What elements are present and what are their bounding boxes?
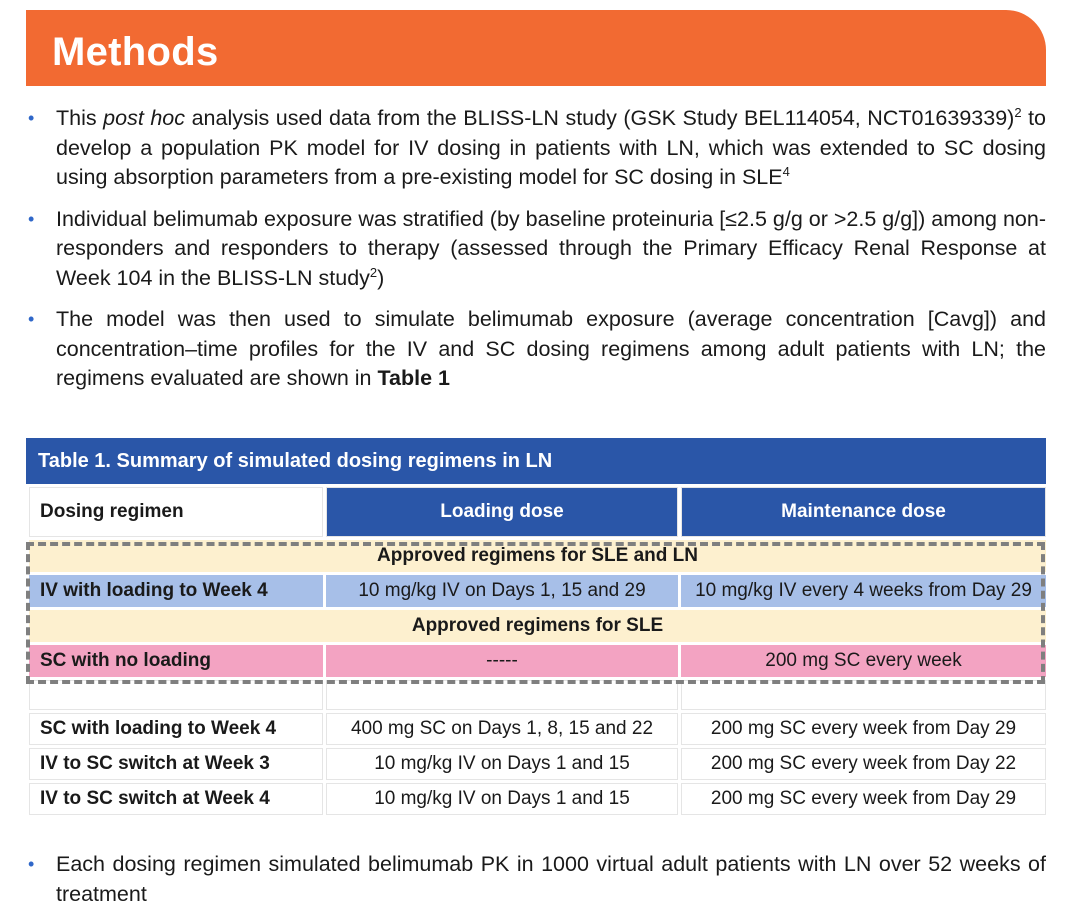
- regimen-cell: SC with no loading: [29, 645, 323, 677]
- bullet-dot-icon: •: [28, 108, 35, 128]
- bullet-list: [26, 850, 1046, 921]
- loading-cell: 400 mg SC on Days 1, 8, 15 and 22: [326, 713, 678, 745]
- section-label: Approved regimens for SLE and LN: [29, 540, 1046, 572]
- bullet-text: analysis used data from the BLISS-LN study (GSK Study BEL114054, NCT01639339): [185, 106, 1015, 130]
- table-reference: Table 1: [377, 366, 450, 390]
- header-loading-dose: Loading dose: [326, 487, 678, 537]
- bullet-text: Each dosing regimen simulated belimumab PK in 1000 virtual adult patients with LN over 52 weeks of treatment: [56, 852, 1046, 906]
- maintenance-cell: 200 mg SC every week from Day 22: [681, 748, 1046, 780]
- page-title: Methods: [52, 30, 219, 74]
- table-header-row: [29, 487, 1046, 537]
- bullet-item: [26, 305, 1046, 394]
- maintenance-cell: 200 mg SC every week from Day 29: [681, 713, 1046, 745]
- reference-superscript: 2: [1014, 104, 1022, 120]
- loading-cell: 10 mg/kg IV on Days 1 and 15: [326, 783, 678, 815]
- bullet-dot-icon: •: [28, 309, 35, 329]
- reference-superscript: 4: [782, 163, 790, 179]
- table-row: [29, 575, 1046, 607]
- section-row: [29, 540, 1046, 572]
- empty-row: [29, 680, 1046, 710]
- bullet-list: [26, 104, 1046, 406]
- regimen-cell: SC with loading to Week 4: [29, 713, 323, 745]
- loading-cell: 10 mg/kg IV on Days 1, 15 and 29: [326, 575, 678, 607]
- bullet-item: [26, 205, 1046, 294]
- loading-cell: 10 mg/kg IV on Days 1 and 15: [326, 748, 678, 780]
- maintenance-cell: 200 mg SC every week: [681, 645, 1046, 677]
- bullet-text: This: [56, 106, 104, 130]
- bullet-text: The model was then used to simulate belimumab exposure (average concentration [Cavg]) and concentration–time profiles for the IV and SC dosing regimens among adult patients with LN; the regimens evaluated are shown in: [56, 307, 1046, 390]
- bullet-item: [26, 850, 1046, 909]
- header-dosing-regimen: Dosing regimen: [29, 487, 323, 537]
- reference-superscript: 2: [369, 264, 378, 280]
- bullet-text: ): [377, 265, 385, 290]
- empty-cell: [326, 680, 678, 710]
- bullet-dot-icon: •: [28, 208, 35, 229]
- maintenance-cell: 200 mg SC every week from Day 29: [681, 783, 1046, 815]
- methods-header-bar: [26, 10, 1046, 86]
- regimen-cell: IV to SC switch at Week 3: [29, 748, 323, 780]
- section-label: Approved regimens for SLE: [29, 610, 1046, 642]
- bullet-dot-icon: •: [28, 854, 35, 874]
- table-row: [29, 783, 1046, 815]
- regimen-cell: IV to SC switch at Week 4: [29, 783, 323, 815]
- bullet-emphasis: post hoc: [103, 106, 186, 130]
- empty-cell: [681, 680, 1046, 710]
- bullet-item: [26, 104, 1046, 193]
- table-row: [29, 713, 1046, 745]
- table-caption: Table 1. Summary of simulated dosing regimens in LN: [26, 438, 1046, 484]
- empty-cell: [29, 680, 323, 710]
- bullet-text: Individual belimumab exposure was stratified (by baseline proteinuria [≤2.5 g/g or >2.5 g/g]) among non-responders and responders to therapy (assessed through the Primary Efficacy Renal Response at Week 104 in the BLISS-LN study: [56, 206, 1047, 290]
- maintenance-cell: 10 mg/kg IV every 4 weeks from Day 29: [681, 575, 1046, 607]
- loading-cell: -----: [326, 645, 678, 677]
- section-row: [29, 610, 1046, 642]
- header-maintenance-dose: Maintenance dose: [681, 487, 1046, 537]
- dosing-table-grid: [26, 484, 1049, 818]
- table-row: [29, 645, 1046, 677]
- bullet-text: to develop a population PK model for IV dosing in patients with LN, which was extended to SC dosing using absorption parameters from a pre-existing model for SC dosing in SLE: [56, 106, 1047, 189]
- regimen-cell: IV with loading to Week 4: [29, 575, 323, 607]
- dosing-table: [26, 438, 1046, 818]
- table-row: [29, 748, 1046, 780]
